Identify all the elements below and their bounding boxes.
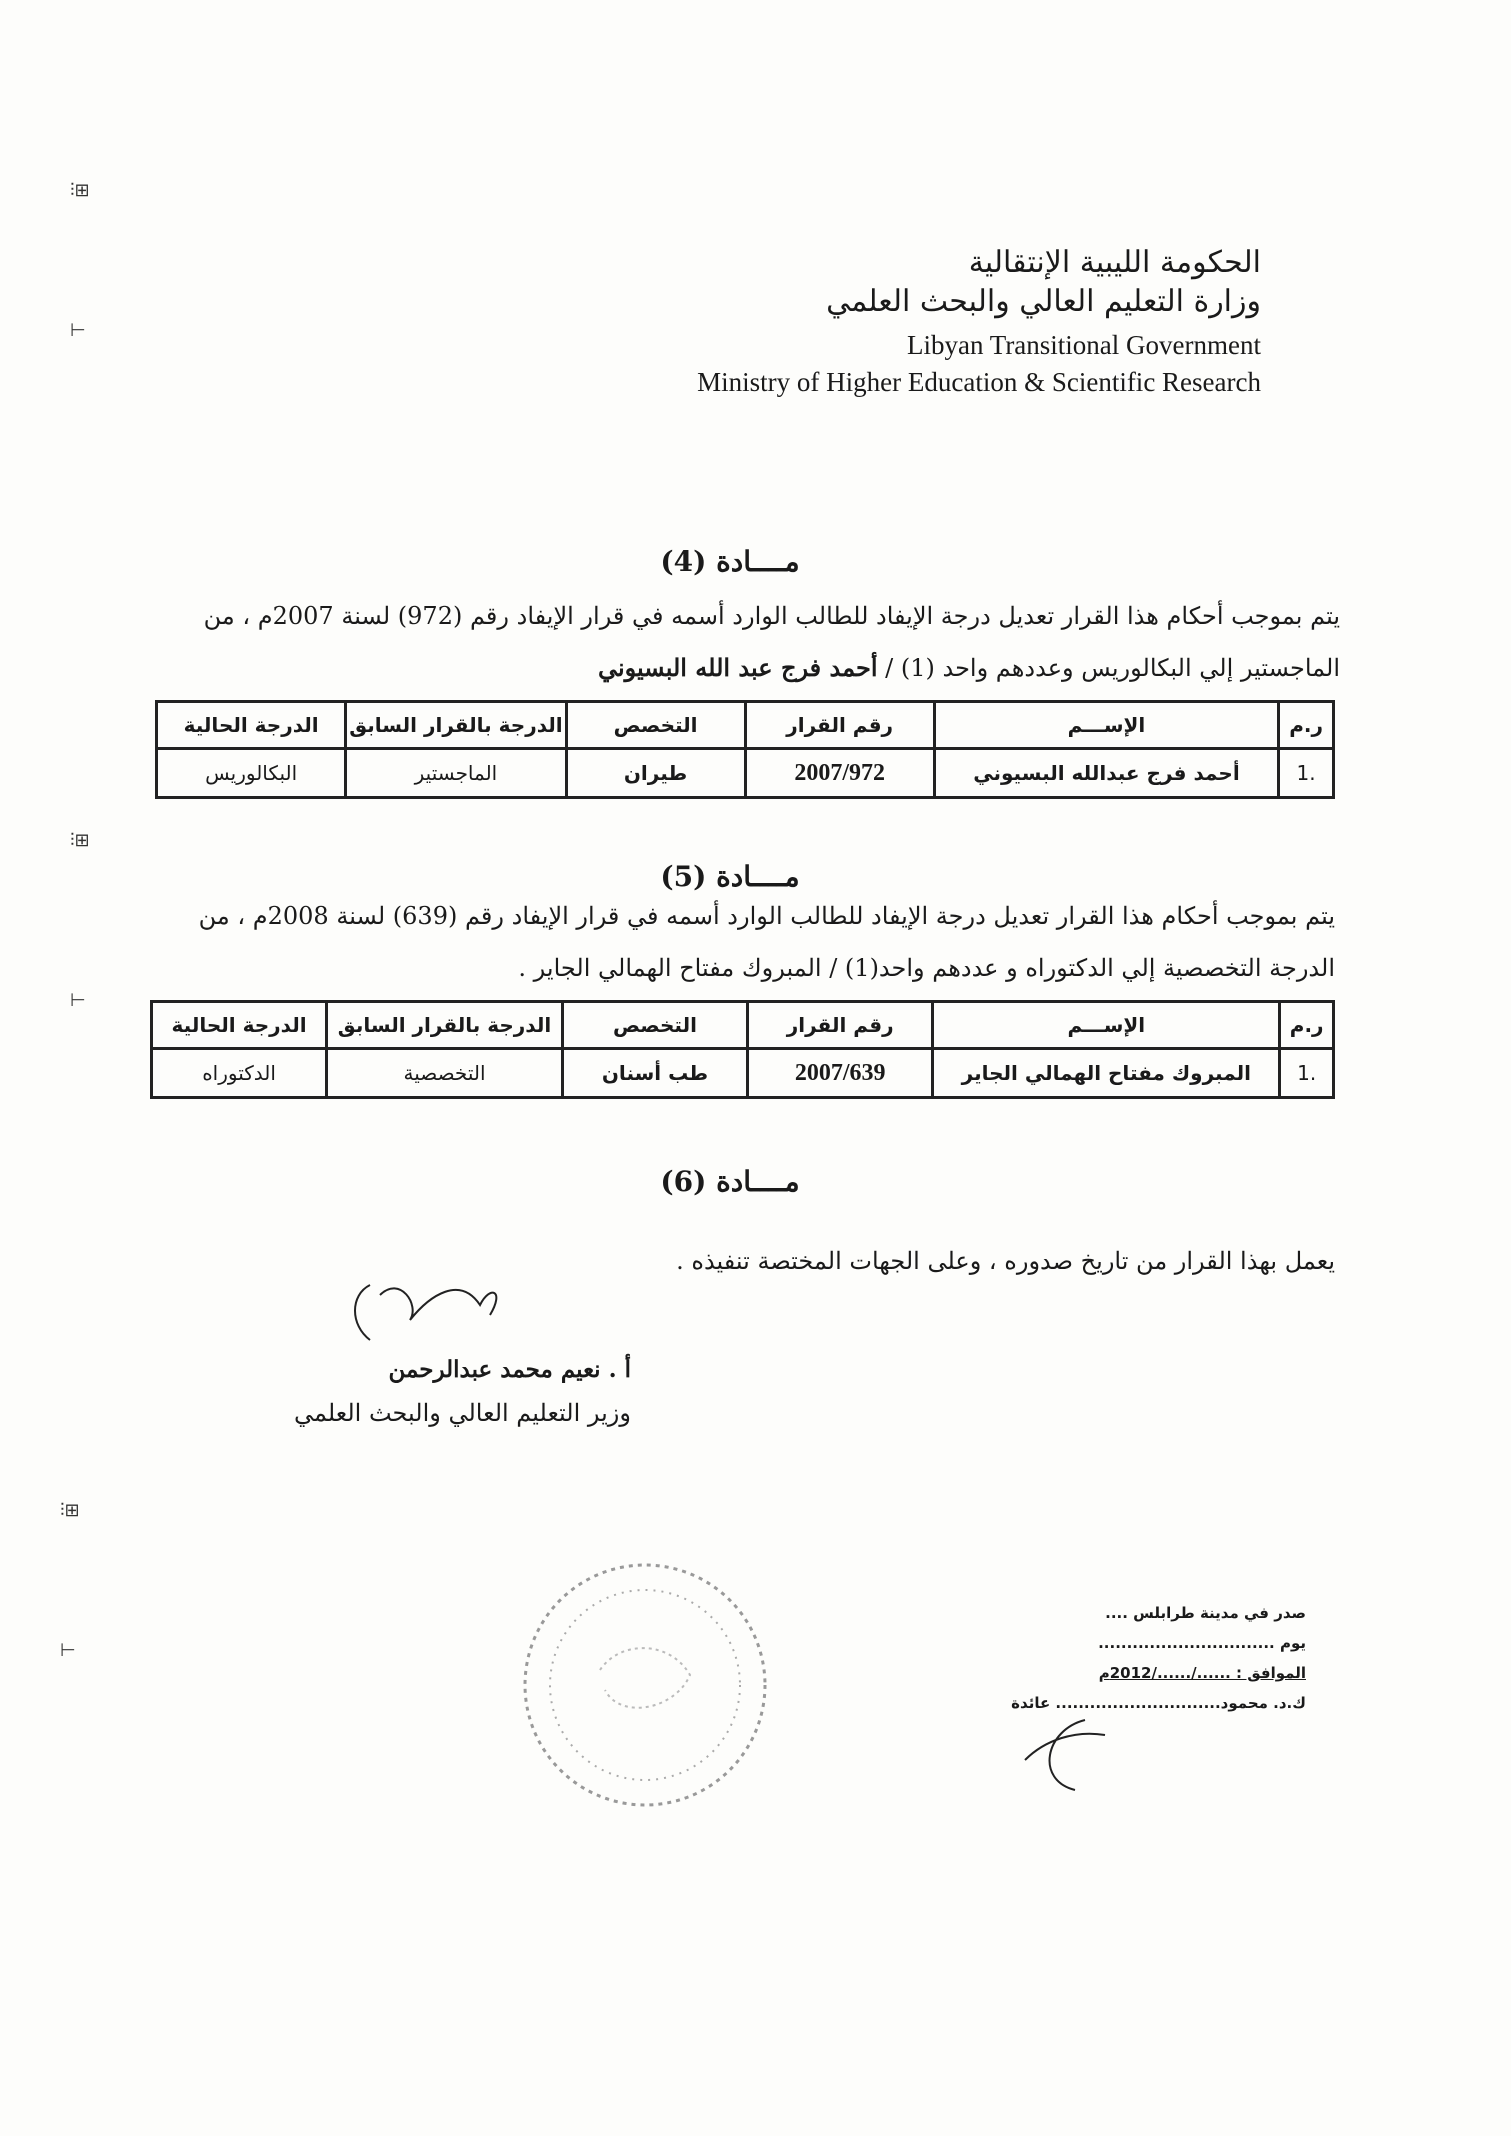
col-specialty: التخصص [562, 1002, 747, 1049]
cell-name: المبروك مفتاح الهمالي الجاير [933, 1049, 1280, 1098]
col-prev-degree: الدرجة بالقرار السابق [346, 702, 566, 749]
table-row [152, 1049, 1334, 1098]
signer-block [294, 1350, 631, 1436]
issue-date: الموافق : ....../....../2012م [1098, 1664, 1306, 1682]
issue-day: يوم ............................... [1098, 1634, 1306, 1652]
col-curr-degree: الدرجة الحالية [152, 1002, 327, 1049]
ministry-name-ar: وزارة التعليم العالي والبحث العلمي [826, 284, 1261, 319]
issue-reference: ك.د. محمود............................. عائدة [1011, 1694, 1306, 1712]
cell-specialty: طيران [566, 749, 745, 798]
binder-mark: ⫶⊞ [70, 830, 90, 851]
table-header-row [157, 702, 1334, 749]
issue-city: صدر في مدينة طرابلس .... [1105, 1604, 1306, 1622]
cell-decision: 2007/639 [748, 1049, 933, 1098]
article-4-student-name: أحمد فرج عبد الله البسيوني [597, 653, 878, 682]
article-6-text: يعمل بهذا القرار من تاريخ صدوره ، وعلى الجهات المختصة تنفيذه . [676, 1247, 1335, 1275]
cell-curr-degree: الدكتوراه [152, 1049, 327, 1098]
col-name: الإســـم [933, 1002, 1280, 1049]
ministry-name-en: Ministry of Higher Education & Scientific Research [697, 367, 1261, 397]
article-4-body: يتم بموجب أحكام هذا القرار تعديل درجة الإيفاد للطالب الوارد أسمه في قرار الإيفاد رقم (972) لسنة 2007م ، من الماجستير إلي البكالوريس وعددهم واحد (1) / [203, 602, 1340, 682]
cell-name: أحمد فرج عبدالله البسيوني [934, 749, 1278, 798]
binder-mark: ⫶⊞ [60, 1500, 80, 1521]
cell-no: .1 [1280, 1049, 1334, 1098]
article-5-title: مــــادة (5) [660, 860, 800, 893]
article-4-table [155, 700, 1335, 799]
cell-specialty: طب أسنان [562, 1049, 747, 1098]
binder-mark: ⫶⊞ [70, 180, 90, 201]
article-6-title: مــــادة (6) [660, 1165, 800, 1198]
col-prev-degree: الدرجة بالقرار السابق [327, 1002, 563, 1049]
col-decision: رقم القرار [748, 1002, 933, 1049]
table-header-row [152, 1002, 1334, 1049]
binder-mark: ⊢ [70, 320, 86, 341]
article-4-text [190, 590, 1340, 694]
col-name: الإســـم [934, 702, 1278, 749]
col-decision: رقم القرار [745, 702, 934, 749]
cell-prev-degree: التخصصية [327, 1049, 563, 1098]
cell-prev-degree: الماجستير [346, 749, 566, 798]
initials-graphic [1015, 1700, 1175, 1800]
binder-mark: ⊢ [60, 1640, 76, 1661]
cell-no: .1 [1279, 749, 1334, 798]
col-no: ر.م [1280, 1002, 1334, 1049]
col-specialty: التخصص [566, 702, 745, 749]
official-stamp [510, 1550, 780, 1820]
government-name-ar: الحكومة الليبية الإنتقالية [968, 245, 1261, 280]
col-curr-degree: الدرجة الحالية [157, 702, 346, 749]
article-5-table [150, 1000, 1335, 1099]
government-name-en: Libyan Transitional Government [907, 330, 1261, 360]
cell-curr-degree: البكالوريس [157, 749, 346, 798]
binder-mark: ⊢ [70, 990, 86, 1011]
letterhead [621, 245, 1261, 399]
cell-decision: 2007/972 [745, 749, 934, 798]
article-5-text: يتم بموجب أحكام هذا القرار تعديل درجة الإيفاد للطالب الوارد أسمه في قرار الإيفاد رقم (639) لسنة 2008م ، من الدرجة التخصصية إلي الدكتوراه و عددهم واحد(1) / المبروك مفتاح الهمالي الجاير . [198, 902, 1335, 982]
signer-name: أ . نعيم محمد عبدالرحمن [388, 1356, 631, 1383]
table-row [157, 749, 1334, 798]
article-4-title: مــــادة (4) [660, 545, 800, 578]
col-no: ر.م [1279, 702, 1334, 749]
signer-role: وزير التعليم العالي والبحث العلمي [293, 1399, 631, 1427]
